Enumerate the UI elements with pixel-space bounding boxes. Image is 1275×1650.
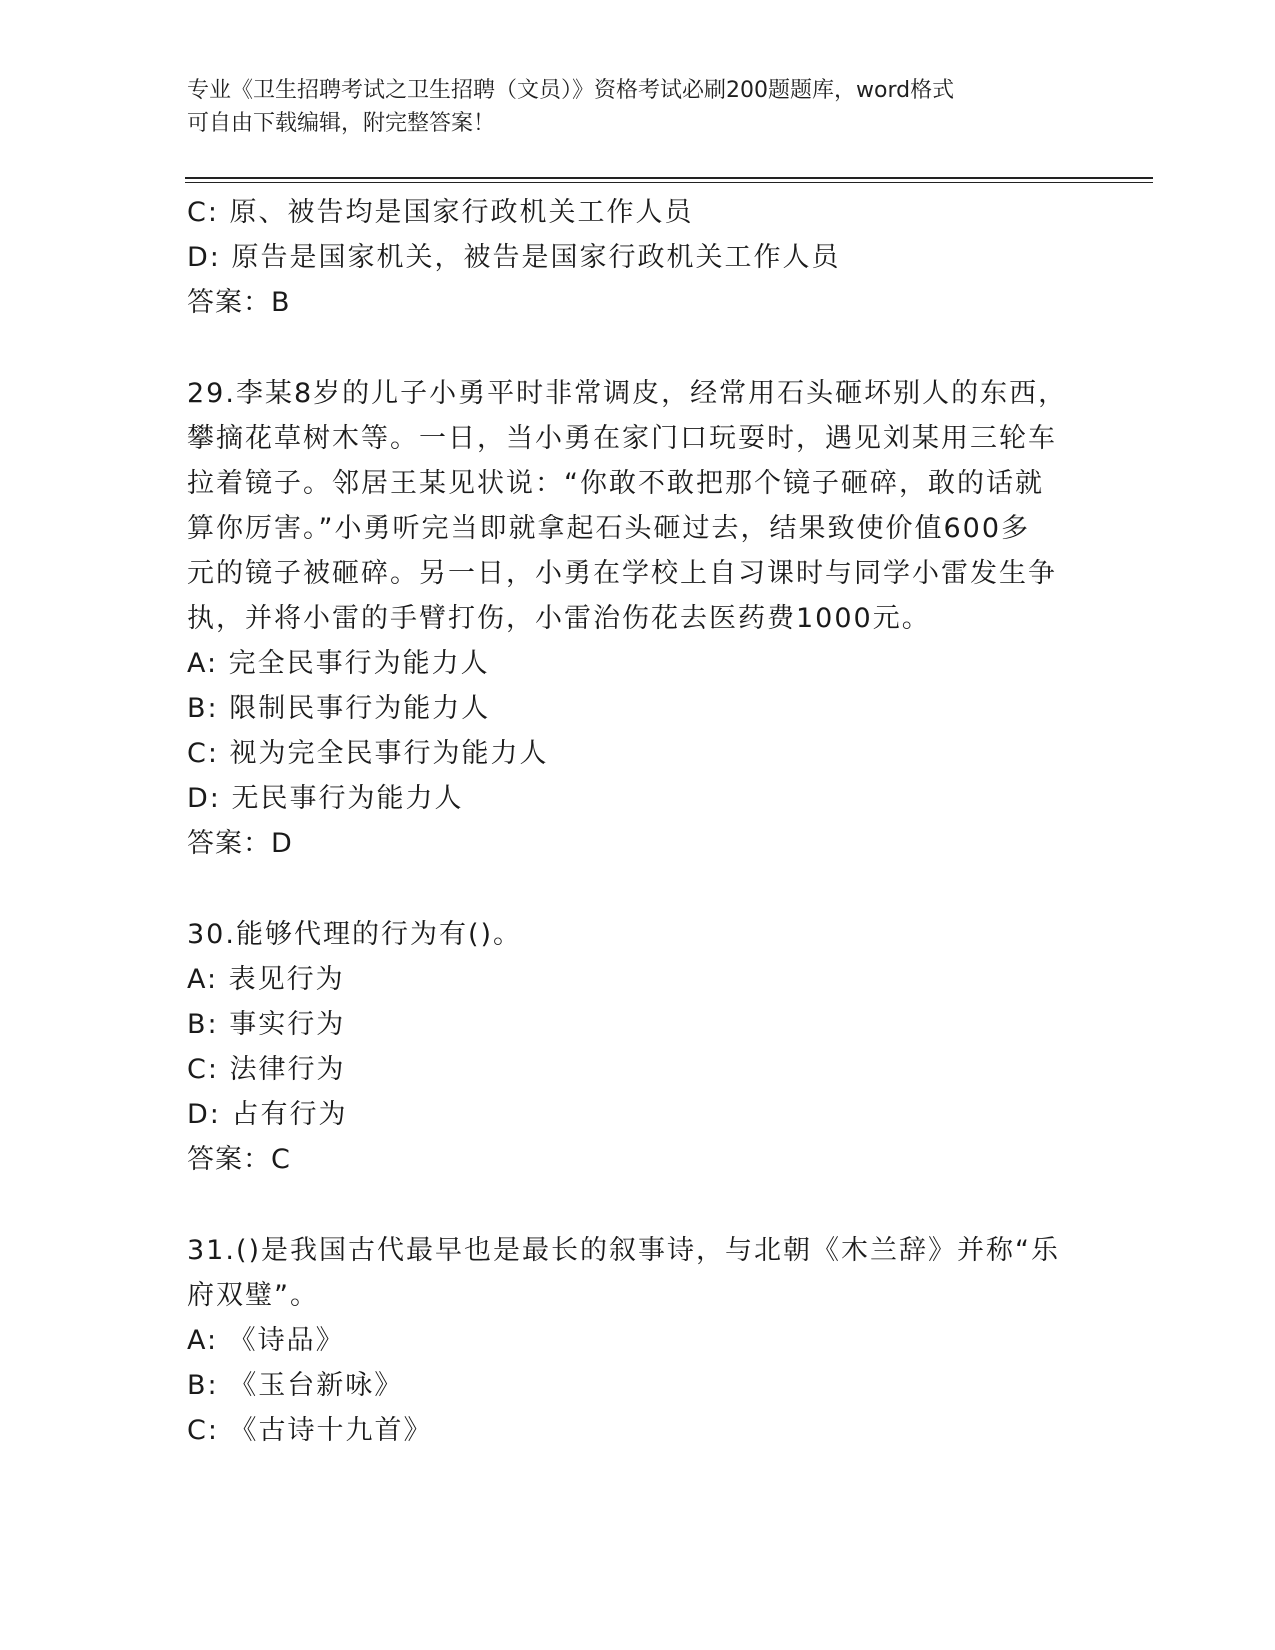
question-stem [187, 371, 1067, 641]
question-stem: 30.能够代理的行为有()。 [187, 919, 523, 950]
stem-line: 攀摘花草树木等。一日，当小勇在家门口玩耍时，遇见刘某用三轮车 [187, 423, 1057, 454]
document-header [187, 74, 1067, 140]
stem-line: 元的镜子被砸碎。另一日，小勇在学校上自习课时与同学小雷发生争 [187, 558, 1057, 589]
option-c: C: 原、被告均是国家行政机关工作人员 [187, 197, 694, 228]
stem-line: 执，并将小雷的手臂打伤，小雷治伤花去医药费1000元。 [187, 603, 931, 634]
header-line-1: 专业《卫生招聘考试之卫生招聘（文员）》资格考试必刷200题题库，word格式 [187, 78, 955, 103]
question-28-tail [187, 190, 1067, 325]
option-c: C: 视为完全民事行为能力人 [187, 738, 549, 769]
option-b: B: 《玉台新咏》 [187, 1370, 404, 1401]
stem-line: 府双璧”。 [187, 1280, 319, 1311]
question-30 [187, 912, 1067, 1182]
header-divider-thin [185, 182, 1153, 183]
option-d: D: 原告是国家机关，被告是国家行政机关工作人员 [187, 242, 841, 273]
question-stem [187, 1228, 1067, 1318]
option-c: C: 法律行为 [187, 1054, 346, 1085]
stem-line: 31.()是我国古代最早也是最长的叙事诗，与北朝《木兰辞》并称“乐 [187, 1235, 1060, 1266]
option-d: D: 占有行为 [187, 1099, 348, 1130]
option-c: C: 《古诗十九首》 [187, 1415, 433, 1446]
stem-line: 算你厉害。”小勇听完当即就拿起石头砸过去，结果致使价值600多 [187, 513, 1031, 544]
option-b: B: 限制民事行为能力人 [187, 693, 491, 724]
stem-line: 29.李某8岁的儿子小勇平时非常调皮，经常用石头砸坏别人的东西， [187, 378, 1068, 409]
option-a: A: 完全民事行为能力人 [187, 648, 490, 679]
question-31 [187, 1228, 1067, 1453]
answer: 答案：D [187, 828, 293, 859]
option-a: A: 《诗品》 [187, 1325, 345, 1356]
header-divider-thick [185, 177, 1153, 179]
option-d: D: 无民事行为能力人 [187, 783, 464, 814]
header-line-2: 可自由下载编辑，附完整答案！ [187, 111, 496, 136]
answer: 答案：C [187, 1144, 291, 1175]
question-content [187, 190, 1067, 1453]
answer: 答案：B [187, 287, 291, 318]
stem-line: 拉着镜子。邻居王某见状说：“你敢不敢把那个镜子砸碎，敢的话就 [187, 468, 1044, 499]
question-29 [187, 371, 1067, 866]
option-b: B: 事实行为 [187, 1009, 346, 1040]
option-a: A: 表见行为 [187, 964, 345, 995]
